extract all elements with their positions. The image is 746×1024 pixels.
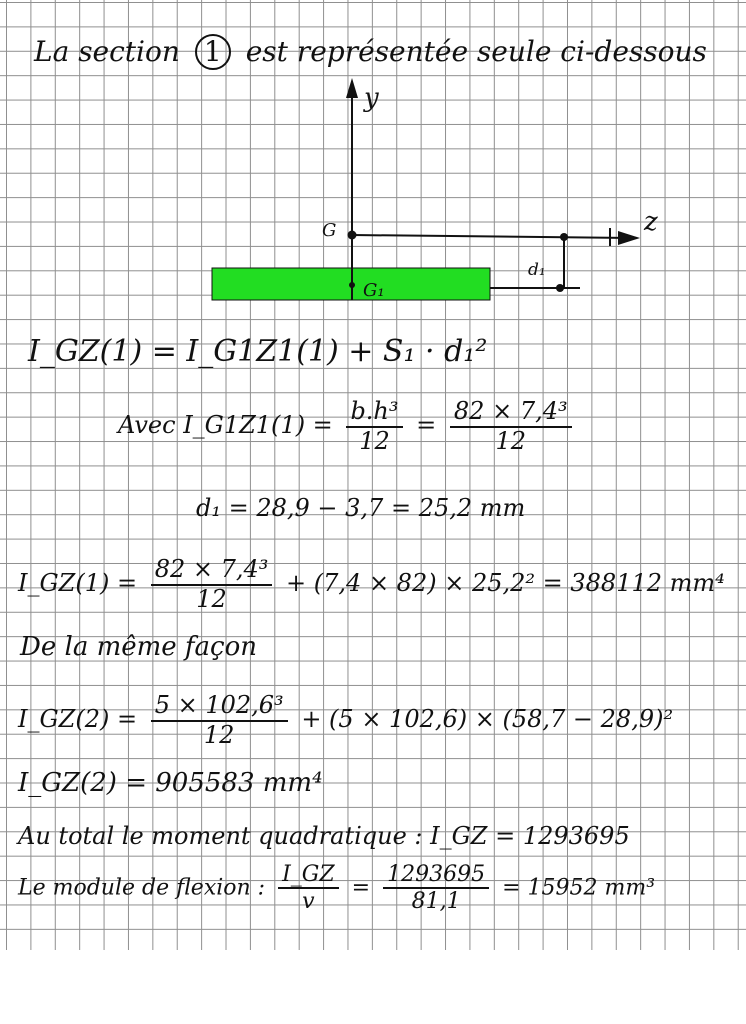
eq4-suffix: + (7,4 × 82) × 25,2² = 388112 mm⁴ (286, 569, 725, 598)
z-axis-arrow (618, 231, 640, 245)
circled-number: 1 (195, 34, 231, 70)
y-axis-arrow (346, 78, 358, 98)
section-diagram (200, 70, 680, 310)
eq9-fraction-1 (278, 862, 339, 915)
point-G1 (349, 282, 355, 288)
point-G1-label: G₁ (363, 280, 385, 301)
eq2-fraction-1 (346, 398, 402, 455)
eq9-frac2-den: 81,1 (411, 889, 461, 915)
page-title (34, 34, 707, 70)
equation-line-2 (118, 398, 578, 455)
eq9-fraction-2 (383, 862, 489, 915)
eq4-prefix: I_GZ(1) = (18, 569, 138, 598)
eq9-equals: = (351, 875, 371, 901)
equation-line-5: De la même façon (20, 632, 258, 662)
point-G-label: G (322, 220, 337, 241)
eq6-frac-num: 5 × 102,6³ (151, 692, 288, 722)
equation-line-9 (18, 862, 655, 915)
z-axis-label: z (644, 207, 658, 237)
eq9-frac1-num: I_GZ (278, 862, 339, 889)
eq6-frac-den: 12 (203, 720, 235, 749)
title-suffix: est représentée seule ci-dessous (245, 35, 707, 68)
z-axis-line (352, 235, 632, 238)
equation-line-1: I_GZ(1) = I_G1Z1(1) + S₁ · d₁² (28, 334, 488, 369)
page-blank-bottom (0, 950, 746, 1024)
eq6-suffix: + (5 × 102,6) × (58,7 − 28,9)² (301, 705, 674, 734)
eq2-equals: = (416, 411, 437, 440)
equation-line-4 (18, 556, 725, 613)
distance-label: d₁ (528, 260, 546, 280)
eq9-frac1-den: v (302, 889, 315, 915)
equation-line-3: d₁ = 28,9 − 3,7 = 25,2 mm (196, 494, 526, 522)
eq6-prefix: I_GZ(2) = (18, 705, 138, 734)
eq2-prefix: Avec I_G1Z1(1) = (118, 411, 333, 440)
point-G (348, 231, 357, 240)
eq2-frac1-num: b.h³ (346, 398, 402, 428)
equation-line-6 (18, 692, 673, 749)
dim-point-bottom (556, 284, 564, 292)
equation-line-7: I_GZ(2) = 905583 mm⁴ (18, 768, 323, 798)
eq2-frac1-den: 12 (359, 426, 390, 455)
eq2-frac2-num: 82 × 7,4³ (450, 398, 572, 428)
eq2-fraction-2 (450, 398, 572, 455)
equation-line-8: Au total le moment quadratique : I_GZ = 1293695 (18, 822, 630, 850)
dim-point-top (560, 233, 568, 241)
eq4-fraction (151, 556, 273, 613)
eq2-frac2-den: 12 (495, 426, 527, 455)
y-axis-label: y (364, 83, 379, 113)
eq9-suffix: = 15952 mm³ (502, 875, 656, 901)
eq6-fraction (151, 692, 288, 749)
eq9-frac2-num: 1293695 (383, 862, 489, 889)
eq4-frac-num: 82 × 7,4³ (151, 556, 273, 586)
eq4-frac-den: 12 (196, 584, 227, 613)
title-prefix: La section (34, 35, 180, 68)
eq9-prefix: Le module de flexion : (18, 875, 266, 901)
